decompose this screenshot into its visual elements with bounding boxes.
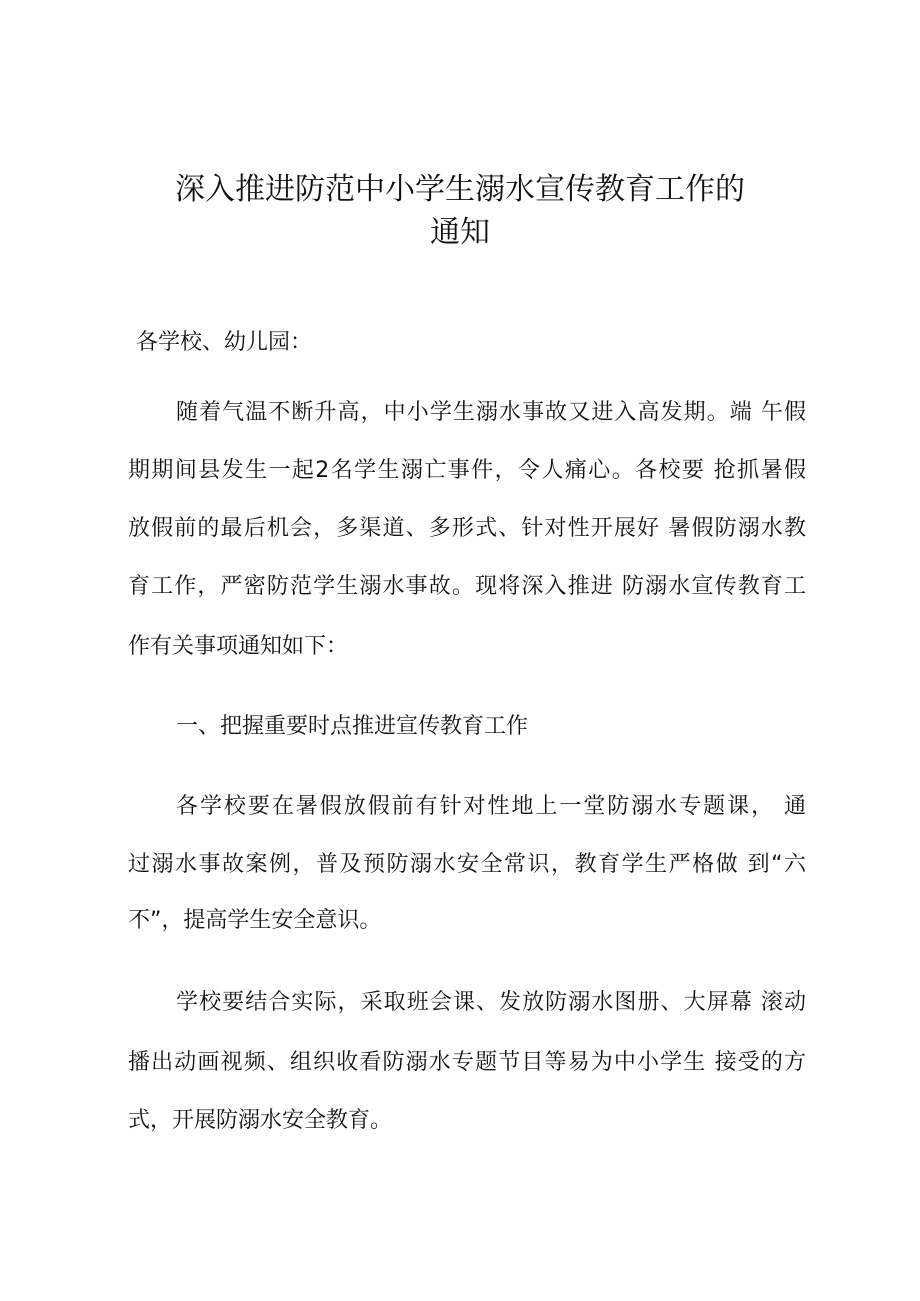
paragraph-3-line-2: 播出动画视频、组织收看防溺水专题节目等易为中小学生 接受的方 — [128, 1050, 806, 1075]
paragraph-2-line-1: 各学校要在暑假放假前有针对性地上一堂防溺水专题课， 通 — [176, 794, 806, 819]
paragraph-2-line-2: 过溺水事故案例，普及预防溺水安全常识，教育学生严格做 到“六 — [128, 852, 806, 877]
paragraph-3-line-3: 式，开展防溺水安全教育。 — [128, 1108, 393, 1133]
paragraph-1-line-3: 放假前的最后机会，多渠道、多形式、针对性开展好 暑假防溺水教 — [128, 516, 806, 541]
salutation: 各学校、幼儿园： — [136, 330, 313, 355]
paragraph-1-line-5: 作有关事项通知如下： — [128, 634, 349, 659]
document-title-line-2: 通知 — [430, 215, 490, 250]
paragraph-1-line-1: 随着气温不断升高，中小学生溺水事故又进入高发期。端 午假 — [176, 400, 806, 425]
paragraph-1-line-4: 育工作，严密防范学生溺水事故。现将深入推进 防溺水宣传教育工 — [128, 574, 806, 599]
paragraph-3-line-1: 学校要结合实际，采取班会课、发放防溺水图册、大屏幕 滚动 — [176, 990, 806, 1015]
document-title-line-1: 深入推进防范中小学生溺水宣传教育工作的 — [175, 172, 745, 207]
section-heading-1: 一、把握重要时点推进宣传教育工作 — [176, 714, 529, 739]
paragraph-1-line-2: 期期间县发生一起2名学生溺亡事件，令人痛心。各校要 抢抓暑假 — [128, 458, 806, 483]
paragraph-2-line-3: 不”，提高学生安全意识。 — [128, 908, 382, 933]
